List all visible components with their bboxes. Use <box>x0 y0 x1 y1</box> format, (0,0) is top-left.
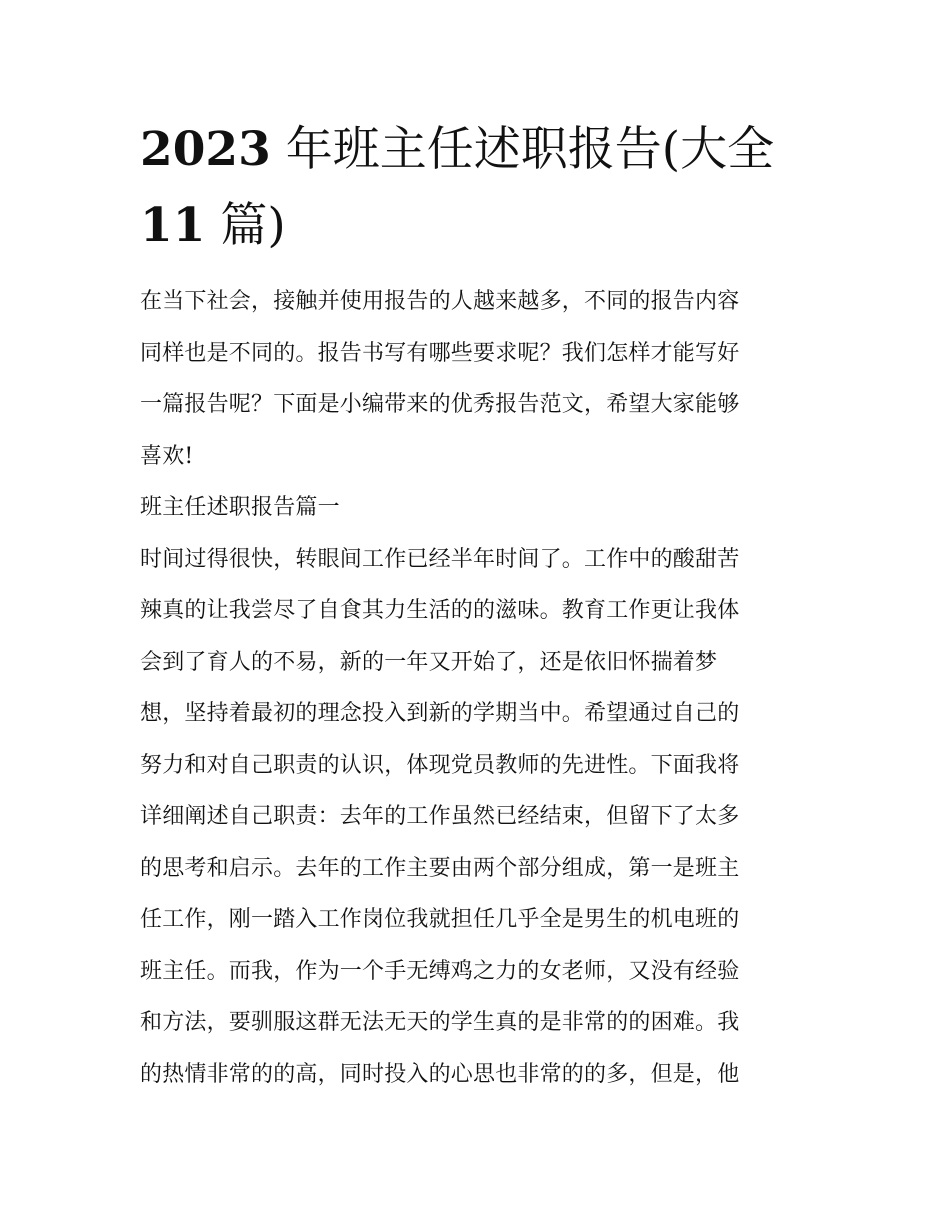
intro-line-3: 一篇报告呢？下面是小编带来的优秀报告范文，希望大家能够 <box>140 392 740 417</box>
title-text-line1: 年班主任述职报告(大全 <box>270 122 775 177</box>
paragraph-line-9: 班主任。而我，作为一个手无缚鸡之力的女老师，又没有经验 <box>140 958 740 984</box>
body-text <box>140 276 820 1100</box>
intro-line-1: 在当下社会，接触并使用报告的人越来越多，不同的报告内容 <box>140 289 740 314</box>
paragraph-line-3: 会到了育人的不易，新的一年又开始了，还是依旧怀揣着梦 <box>140 649 718 675</box>
paragraph-line-2: 辣真的让我尝尽了自食其力生活的的滋味。教育工作更让我体 <box>140 598 740 623</box>
title-count: 11 <box>140 198 206 253</box>
paragraph-line-11: 的热情非常的的高，同时投入的心思也非常的的多，但是，他 <box>140 1061 740 1087</box>
paragraph-line-7: 的思考和启示。去年的工作主要由两个部分组成，第一是班主 <box>140 855 740 881</box>
paragraph-line-10: 和方法，要驯服这群无法无天的学生真的是非常的的困难。我 <box>140 1010 740 1035</box>
section-heading: 班主任述职报告篇一 <box>140 495 340 520</box>
title-text-line2: 篇) <box>205 198 286 253</box>
paragraph-line-4: 想，坚持着最初的理念投入到新的学期当中。希望通过自己的 <box>140 701 740 726</box>
paragraph-line-8: 任工作，刚一踏入工作岗位我就担任几乎全是男生的机电班的 <box>140 907 740 932</box>
paragraph-line-1: 时间过得很快，转眼间工作已经半年时间了。工作中的酸甜苦 <box>140 546 740 572</box>
document-title <box>140 112 820 264</box>
paragraph-line-6: 详细阐述自己职责：去年的工作虽然已经结束，但留下了太多 <box>140 804 740 829</box>
paragraph-line-5: 努力和对自己职责的认识，体现党员教师的先进性。下面我将 <box>140 752 740 778</box>
intro-line-2: 同样也是不同的。报告书写有哪些要求呢？我们怎样才能写好 <box>140 340 740 366</box>
title-year: 2023 <box>140 122 271 177</box>
intro-line-4: 喜欢! <box>140 443 194 469</box>
